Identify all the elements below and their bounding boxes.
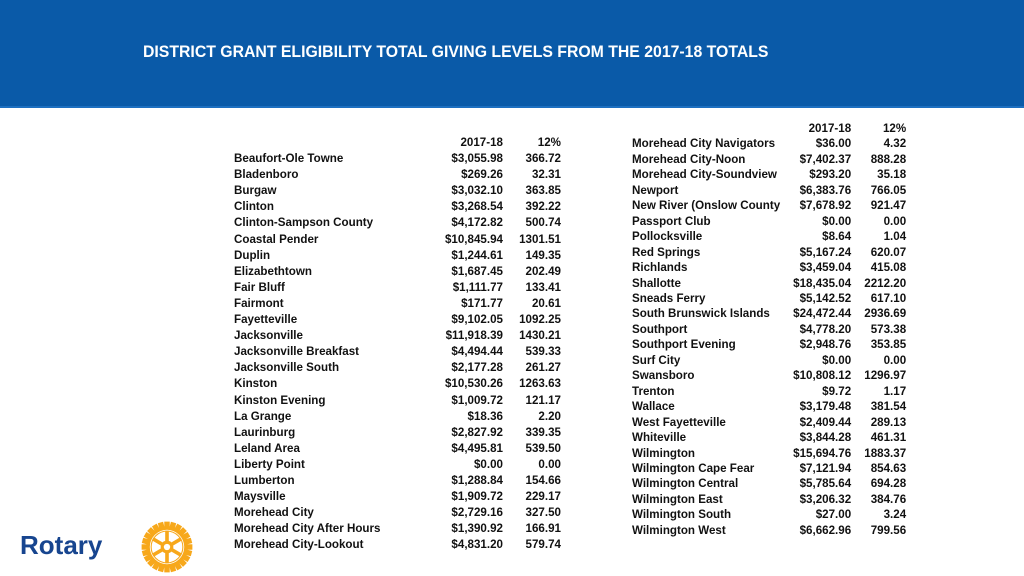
twelve-percent-cell: 2.20 (538, 409, 561, 423)
twelve-percent-cell: 1296.97 (864, 369, 907, 383)
table-row (632, 492, 906, 507)
giving-2017-18-cell: $1,244.61 (451, 248, 503, 262)
twelve-percent-cell: 327.50 (525, 506, 561, 520)
page-title: DISTRICT GRANT ELIGIBILITY TOTAL GIVING LEVELS FROM THE 2017-18 TOTALS (143, 42, 769, 61)
giving-2017-18-cell: $3,459.04 (799, 261, 852, 275)
table-row (632, 353, 906, 368)
column-header-12-percent: 12% (537, 136, 561, 149)
twelve-percent-cell: 2212.20 (864, 276, 907, 290)
club-name-cell: Wilmington (632, 446, 696, 460)
table-row (632, 322, 906, 337)
giving-2017-18-cell: $1,909.72 (451, 490, 503, 504)
twelve-percent-cell: 500.74 (525, 216, 561, 230)
club-name-cell: Clinton (234, 200, 274, 214)
giving-2017-18-cell: $10,808.12 (793, 369, 852, 383)
club-name-cell: Passport Club (632, 214, 711, 228)
twelve-percent-cell: 4.32 (883, 137, 907, 151)
table-row (632, 183, 906, 198)
table-row (234, 151, 561, 167)
table-row (632, 291, 906, 306)
giving-2017-18-cell: $18.36 (467, 409, 503, 423)
giving-2017-18-cell: $2,177.28 (451, 361, 503, 375)
giving-2017-18-cell: $4,778.20 (799, 322, 852, 336)
table-header-row (632, 121, 906, 136)
table-row (632, 260, 906, 275)
giving-2017-18-cell: $11,918.39 (445, 329, 503, 343)
twelve-percent-cell: 766.05 (870, 183, 907, 197)
table-row (632, 476, 906, 491)
club-name-cell: South Brunswick Islands (632, 307, 770, 321)
club-name-cell: Wilmington West (632, 523, 726, 537)
column-header-2017-18: 2017-18 (808, 122, 852, 135)
table-row (234, 264, 561, 280)
twelve-percent-cell: 1092.25 (519, 313, 561, 327)
twelve-percent-cell: 202.49 (525, 264, 561, 278)
giving-2017-18-cell: $0.00 (822, 353, 852, 367)
giving-2017-18-cell: $4,172.82 (451, 216, 503, 230)
table-row (632, 136, 906, 151)
twelve-percent-cell: 0.00 (883, 214, 907, 228)
club-name-cell: Richlands (632, 261, 688, 275)
twelve-percent-cell: 415.08 (870, 261, 907, 275)
club-name-cell: Surf City (632, 353, 681, 367)
twelve-percent-cell: 1883.37 (864, 446, 907, 460)
giving-2017-18-cell: $6,662.96 (799, 523, 852, 537)
table-row (632, 306, 906, 321)
table-row (234, 328, 561, 344)
club-name-cell: Jacksonville South (234, 361, 340, 375)
twelve-percent-cell: 1.04 (883, 230, 907, 244)
table-row (632, 461, 906, 476)
table-row (632, 507, 906, 522)
club-name-cell: Fairmont (234, 296, 284, 310)
table-row (632, 415, 906, 430)
twelve-percent-cell: 854.63 (870, 461, 907, 475)
giving-2017-18-cell: $9.72 (822, 384, 852, 398)
twelve-percent-cell: 1430.21 (519, 329, 561, 343)
table-row (234, 505, 561, 521)
club-name-cell: Jacksonville (234, 329, 303, 343)
giving-2017-18-cell: $2,409.44 (799, 415, 852, 429)
giving-2017-18-cell: $2,729.16 (451, 506, 503, 520)
left-giving-table (234, 135, 561, 553)
twelve-percent-cell: 229.17 (525, 490, 561, 504)
twelve-percent-cell: 620.07 (870, 245, 907, 259)
table-row (632, 167, 906, 182)
club-name-cell: Trenton (632, 384, 675, 398)
twelve-percent-cell: 573.38 (870, 322, 907, 336)
table-row (234, 376, 561, 392)
club-name-cell: Beaufort-Ole Towne (234, 152, 344, 166)
left-table-body (234, 151, 561, 553)
giving-2017-18-cell: $36.00 (815, 137, 852, 151)
club-name-cell: Jacksonville Breakfast (234, 345, 360, 359)
column-header-2017-18: 2017-18 (460, 136, 503, 149)
giving-2017-18-cell: $171.77 (461, 296, 503, 310)
club-name-cell: Southport Evening (632, 338, 736, 352)
table-row (234, 473, 561, 489)
club-name-cell: Whiteville (632, 431, 687, 445)
club-name-cell: Wilmington South (632, 508, 732, 522)
twelve-percent-cell: 121.17 (525, 393, 561, 407)
table-row (234, 312, 561, 328)
club-name-cell: Fayetteville (234, 313, 298, 327)
club-name-cell: Shallotte (632, 276, 681, 290)
giving-2017-18-cell: $24,472.44 (793, 307, 852, 321)
club-name-cell: Laurinburg (234, 425, 296, 439)
giving-2017-18-cell: $10,845.94 (444, 232, 503, 246)
twelve-percent-cell: 35.18 (877, 168, 907, 182)
giving-2017-18-cell: $4,495.81 (451, 441, 503, 455)
giving-2017-18-cell: $0.00 (822, 214, 852, 228)
giving-2017-18-cell: $0.00 (473, 457, 503, 471)
giving-2017-18-cell: $3,179.48 (799, 400, 852, 414)
table-row (632, 198, 906, 213)
giving-2017-18-cell: $8.64 (822, 230, 852, 244)
club-name-cell: Maysville (234, 490, 286, 504)
table-row (234, 232, 561, 248)
rotary-wheel-icon (135, 518, 199, 576)
table-row (234, 409, 561, 425)
giving-2017-18-cell: $7,402.37 (799, 152, 852, 166)
twelve-percent-cell: 166.91 (525, 522, 561, 536)
table-row (234, 215, 561, 231)
twelve-percent-cell: 617.10 (870, 291, 907, 305)
club-name-cell: Wallace (632, 400, 675, 414)
giving-2017-18-cell: $2,827.92 (451, 425, 503, 439)
giving-2017-18-cell: $5,167.24 (799, 245, 852, 259)
giving-2017-18-cell: $18,435.04 (793, 276, 852, 290)
club-name-cell: Lumberton (234, 473, 295, 487)
giving-2017-18-cell: $3,844.28 (799, 431, 852, 445)
twelve-percent-cell: 32.31 (531, 168, 561, 182)
twelve-percent-cell: 539.50 (525, 441, 561, 455)
giving-2017-18-cell: $293.20 (809, 168, 852, 182)
club-name-cell: West Fayetteville (632, 415, 726, 429)
table-row (234, 167, 561, 183)
giving-2017-18-cell: $3,206.32 (799, 492, 852, 506)
table-row (234, 296, 561, 312)
twelve-percent-cell: 0.00 (538, 457, 561, 471)
giving-2017-18-cell: $7,678.92 (799, 199, 852, 213)
club-name-cell: Swansboro (632, 369, 695, 383)
column-header-12-percent: 12% (882, 122, 907, 135)
club-name-cell: Duplin (234, 248, 271, 262)
table-row (632, 214, 906, 229)
twelve-percent-cell: 381.54 (870, 400, 907, 414)
twelve-percent-cell: 384.76 (870, 492, 907, 506)
table-row (234, 393, 561, 409)
twelve-percent-cell: 392.22 (525, 200, 561, 214)
twelve-percent-cell: 921.47 (870, 199, 907, 213)
giving-2017-18-cell: $1,687.45 (451, 264, 503, 278)
twelve-percent-cell: 888.28 (870, 152, 907, 166)
giving-2017-18-cell: $2,948.76 (799, 338, 852, 352)
table-row (632, 337, 906, 352)
club-name-cell: Wilmington Central (632, 477, 739, 491)
table-row (234, 360, 561, 376)
club-name-cell: Fair Bluff (234, 280, 285, 294)
twelve-percent-cell: 363.85 (525, 184, 561, 198)
twelve-percent-cell: 694.28 (870, 477, 907, 491)
club-name-cell: Clinton-Sampson County (234, 216, 374, 230)
table-row (234, 183, 561, 199)
table-row (632, 276, 906, 291)
giving-2017-18-cell: $6,383.76 (799, 183, 852, 197)
giving-2017-18-cell: $27.00 (815, 508, 852, 522)
table-row (632, 245, 906, 260)
twelve-percent-cell: 154.66 (525, 473, 561, 487)
column-header-club (632, 121, 780, 136)
right-giving-table (632, 121, 906, 538)
table-row (234, 457, 561, 473)
club-name-cell: Wilmington Cape Fear (632, 461, 755, 475)
twelve-percent-cell: 2936.69 (864, 307, 907, 321)
twelve-percent-cell: 579.74 (525, 538, 561, 552)
club-name-cell: Morehead City-Lookout (234, 538, 364, 552)
twelve-percent-cell: 289.13 (870, 415, 907, 429)
rotary-wordmark: Rotary (20, 530, 103, 560)
table-row (632, 384, 906, 399)
rotary-logo (20, 518, 210, 576)
club-name-cell: Liberty Point (234, 457, 305, 471)
club-name-cell: Leland Area (234, 441, 300, 455)
club-name-cell: Kinston Evening (234, 393, 326, 407)
twelve-percent-cell: 799.56 (870, 523, 907, 537)
twelve-percent-cell: 133.41 (525, 280, 561, 294)
twelve-percent-cell: 539.33 (525, 345, 561, 359)
club-name-cell: Kinston (234, 377, 278, 391)
table-row (234, 441, 561, 457)
right-table-body (632, 136, 906, 538)
table-row (234, 537, 561, 553)
giving-2017-18-cell: $7,121.94 (799, 461, 852, 475)
giving-2017-18-cell: $3,055.98 (451, 152, 503, 166)
twelve-percent-cell: 1.17 (883, 384, 907, 398)
twelve-percent-cell: 366.72 (525, 152, 561, 166)
giving-2017-18-cell: $3,032.10 (451, 184, 503, 198)
club-name-cell: Wilmington East (632, 492, 723, 506)
twelve-percent-cell: 149.35 (525, 248, 561, 262)
club-name-cell: Burgaw (234, 184, 277, 198)
twelve-percent-cell: 1263.63 (519, 377, 561, 391)
table-row (234, 280, 561, 296)
giving-2017-18-cell: $1,009.72 (451, 393, 503, 407)
twelve-percent-cell: 353.85 (870, 338, 907, 352)
club-name-cell: Coastal Pender (234, 232, 319, 246)
table-row (632, 430, 906, 445)
table-row (234, 425, 561, 441)
giving-2017-18-cell: $4,494.44 (451, 345, 503, 359)
table-row (632, 368, 906, 383)
twelve-percent-cell: 0.00 (883, 353, 907, 367)
club-name-cell: Bladenboro (234, 168, 299, 182)
giving-2017-18-cell: $269.26 (461, 168, 503, 182)
title-banner (0, 0, 1024, 108)
club-name-cell: Morehead City Navigators (632, 137, 776, 151)
club-name-cell: Morehead City (234, 506, 314, 520)
twelve-percent-cell: 3.24 (883, 508, 907, 522)
table-row (234, 344, 561, 360)
giving-2017-18-cell: $4,831.20 (451, 538, 503, 552)
twelve-percent-cell: 20.61 (531, 296, 561, 310)
twelve-percent-cell: 339.35 (525, 425, 561, 439)
table-row (632, 152, 906, 167)
twelve-percent-cell: 461.31 (870, 431, 907, 445)
club-name-cell: La Grange (234, 409, 292, 423)
table-row (234, 248, 561, 264)
club-name-cell: Morehead City-Soundview (632, 168, 777, 182)
giving-2017-18-cell: $15,694.76 (793, 446, 852, 460)
giving-2017-18-cell: $1,288.84 (451, 473, 503, 487)
twelve-percent-cell: 1301.51 (519, 232, 561, 246)
giving-2017-18-cell: $10,530.26 (444, 377, 503, 391)
column-header-club (234, 135, 406, 151)
club-name-cell: Red Springs (632, 245, 701, 259)
table-row (632, 399, 906, 414)
twelve-percent-cell: 261.27 (525, 361, 561, 375)
club-name-cell: Pollocksville (632, 230, 703, 244)
table-row (234, 521, 561, 537)
club-name-cell: Elizabethtown (234, 264, 312, 278)
club-name-cell: Sneads Ferry (632, 291, 706, 305)
table-header-row (234, 135, 561, 151)
club-name-cell: Morehead City-Noon (632, 152, 746, 166)
table-row (632, 523, 906, 538)
table-row (632, 446, 906, 461)
giving-2017-18-cell: $5,142.52 (799, 291, 852, 305)
giving-2017-18-cell: $1,111.77 (452, 280, 503, 294)
giving-2017-18-cell: $3,268.54 (451, 200, 503, 214)
giving-2017-18-cell: $9,102.05 (451, 313, 503, 327)
giving-2017-18-cell: $5,785.64 (799, 477, 852, 491)
giving-2017-18-cell: $1,390.92 (451, 522, 503, 536)
table-row (234, 489, 561, 505)
table-row (234, 199, 561, 215)
club-name-cell: Newport (632, 183, 679, 197)
club-name-cell: Southport (632, 322, 688, 336)
table-row (632, 229, 906, 244)
club-name-cell: Morehead City After Hours (234, 522, 381, 536)
club-name-cell: New River (Onslow County (632, 199, 781, 213)
